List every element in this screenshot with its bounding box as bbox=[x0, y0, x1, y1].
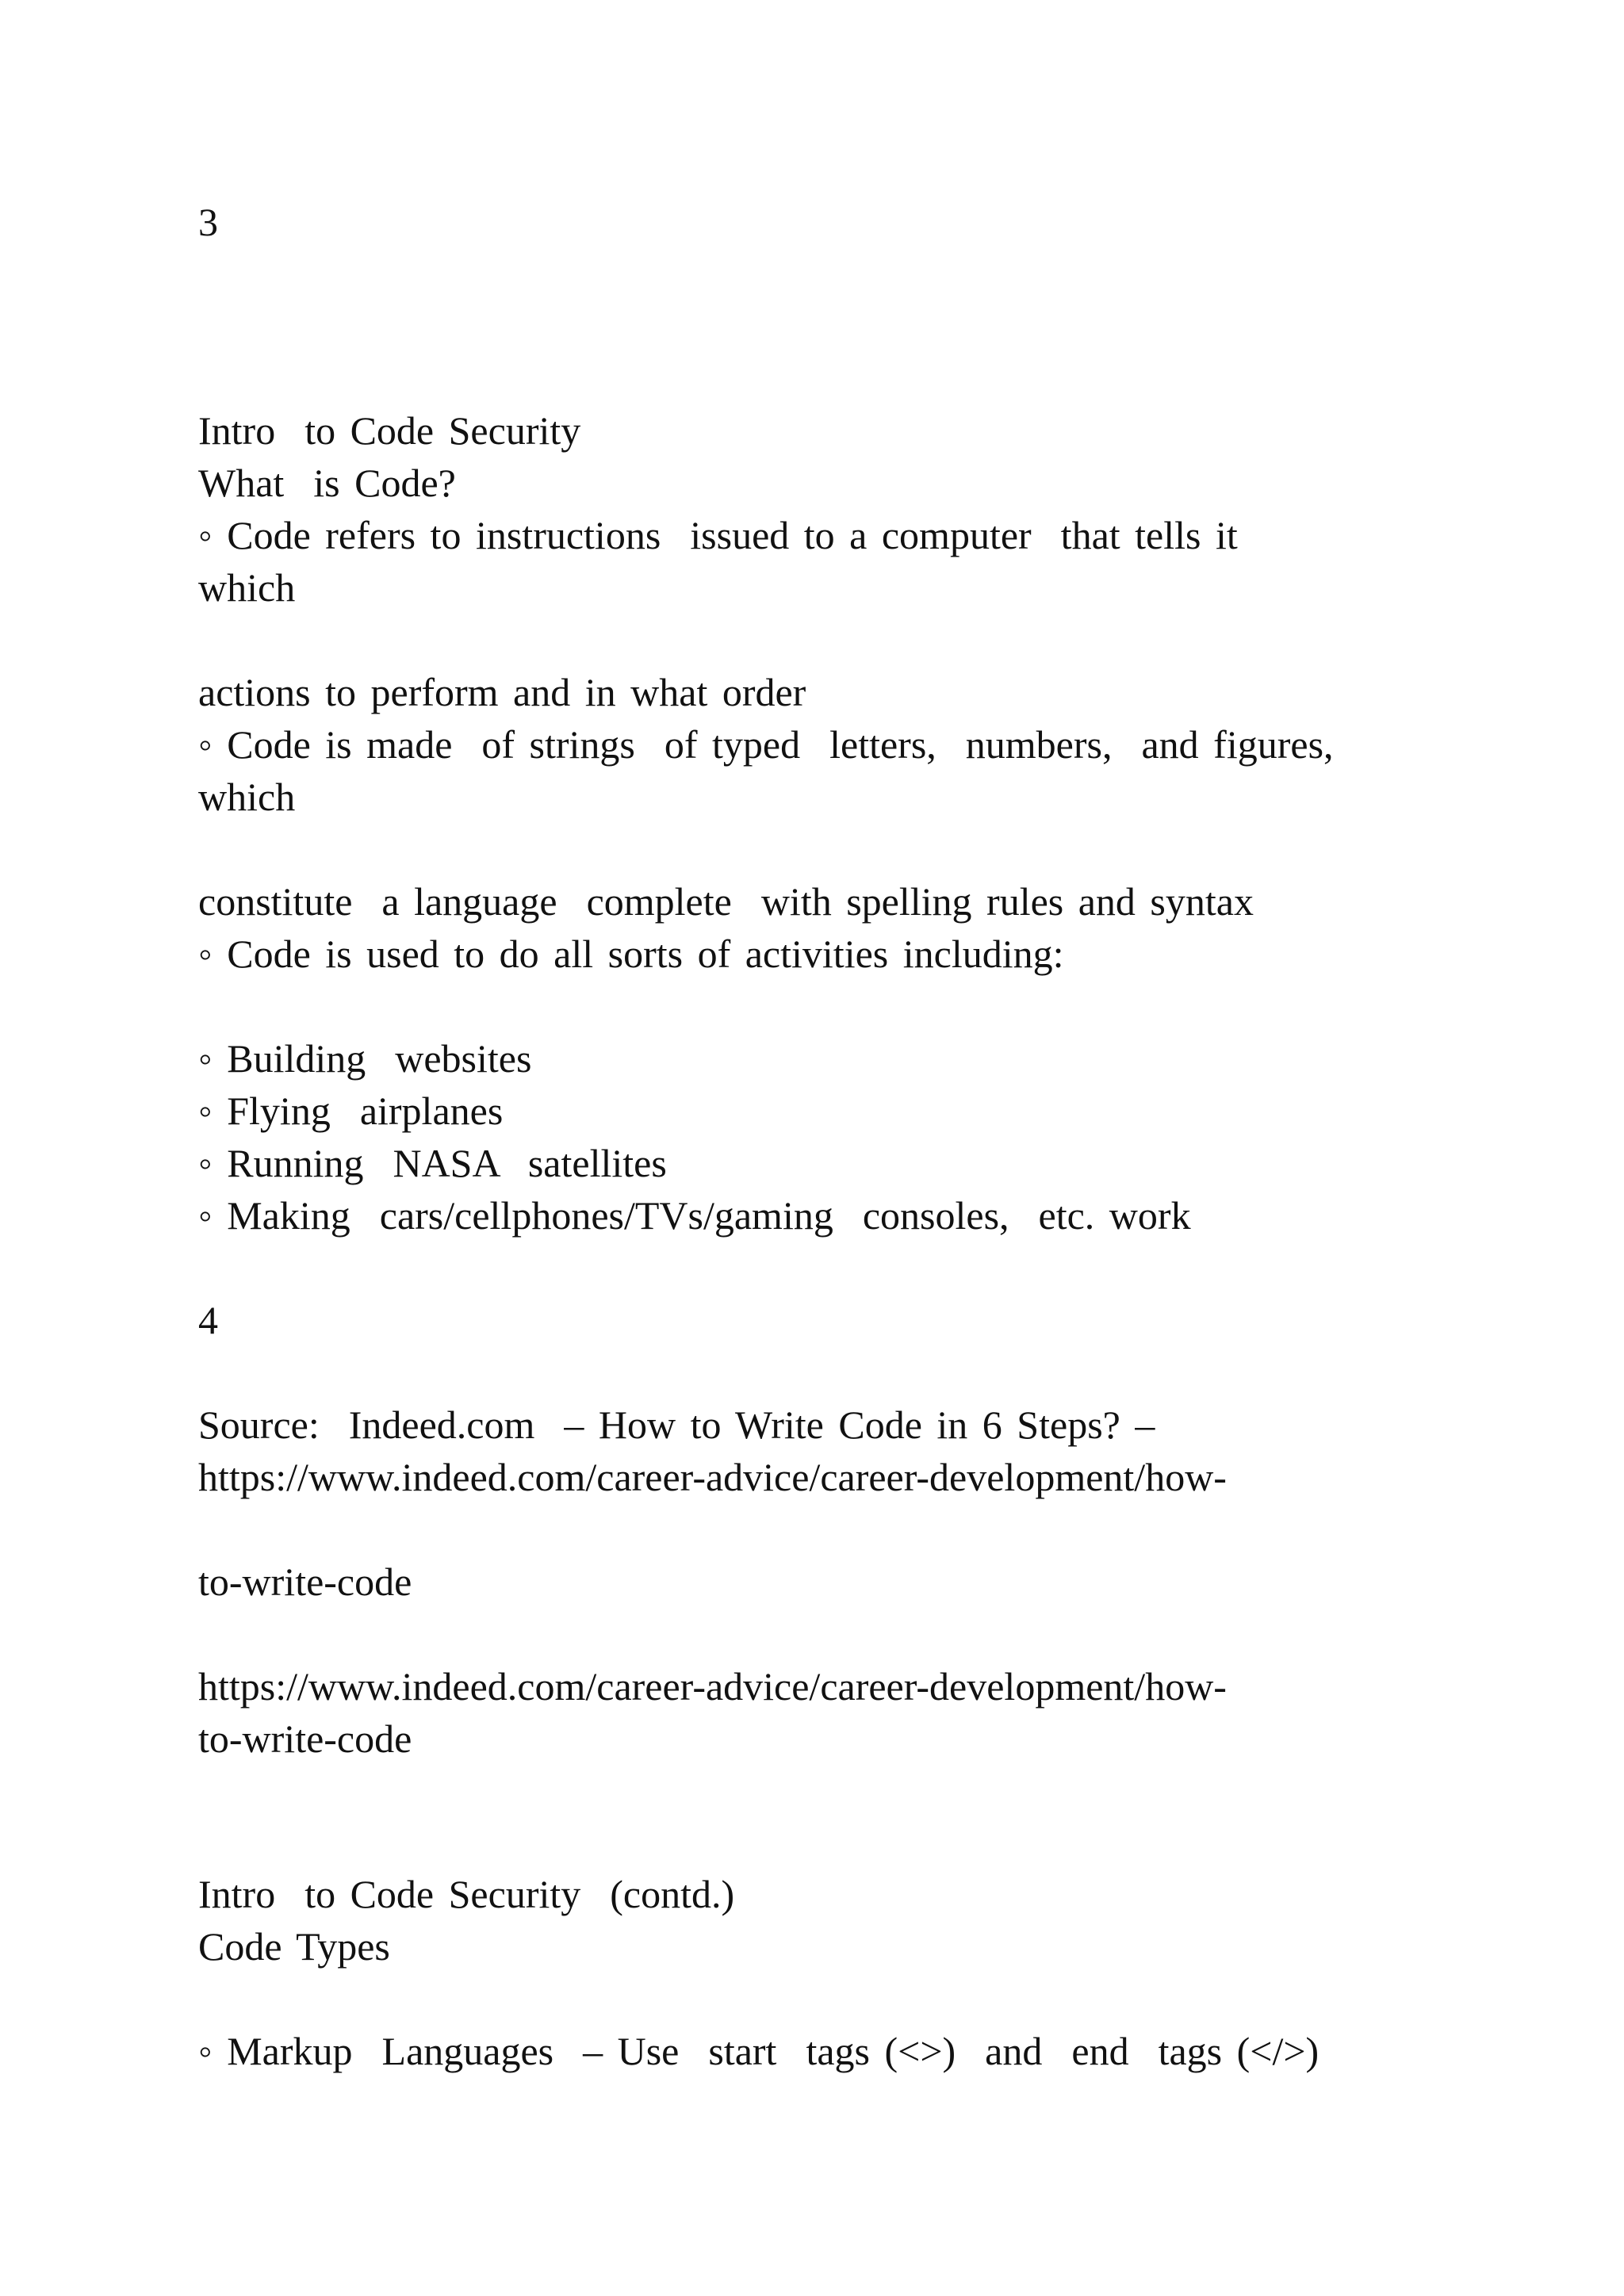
source-line: Source: Indeed.com – How to Write Code in 6 Steps? – bbox=[198, 1402, 1155, 1447]
page-number-3: 3 bbox=[198, 200, 218, 244]
source-url: https://www.indeed.com/career-advice/career-development/how- bbox=[198, 1455, 1227, 1499]
section-heading: Intro to Code Security bbox=[198, 408, 581, 453]
text-line: ◦ Code refers to instructions issued to a computer that tells it bbox=[198, 513, 1238, 557]
source-url: to-write-code bbox=[198, 1716, 412, 1761]
list-item: ◦ Flying airplanes bbox=[198, 1089, 504, 1133]
list-item: ◦ Making cars/cellphones/TVs/gaming consoles, etc. work bbox=[198, 1193, 1191, 1238]
text-line: which bbox=[198, 775, 296, 819]
list-item: ◦ Markup Languages – Use start tags (<>) and end tags (</>) bbox=[198, 2029, 1320, 2073]
page-number-4: 4 bbox=[198, 1298, 218, 1342]
text-line: ◦ Code is made of strings of typed letters, numbers, and figures, bbox=[198, 722, 1334, 767]
subheading-code-types: Code Types bbox=[198, 1924, 390, 1969]
text-line: actions to perform and in what order bbox=[198, 670, 806, 714]
list-item: ◦ Building websites bbox=[198, 1036, 532, 1081]
list-item: ◦ Running NASA satellites bbox=[198, 1141, 667, 1185]
section-heading: Intro to Code Security (contd.) bbox=[198, 1872, 735, 1916]
text-line: ◦ Code is used to do all sorts of activities including: bbox=[198, 932, 1064, 976]
source-url: https://www.indeed.com/career-advice/career-development/how- bbox=[198, 1664, 1227, 1709]
subheading-what-is-code: What is Code? bbox=[198, 461, 456, 505]
source-url: to-write-code bbox=[198, 1559, 412, 1604]
text-line: constitute a language complete with spelling rules and syntax bbox=[198, 879, 1254, 924]
text-line: which bbox=[198, 565, 296, 610]
